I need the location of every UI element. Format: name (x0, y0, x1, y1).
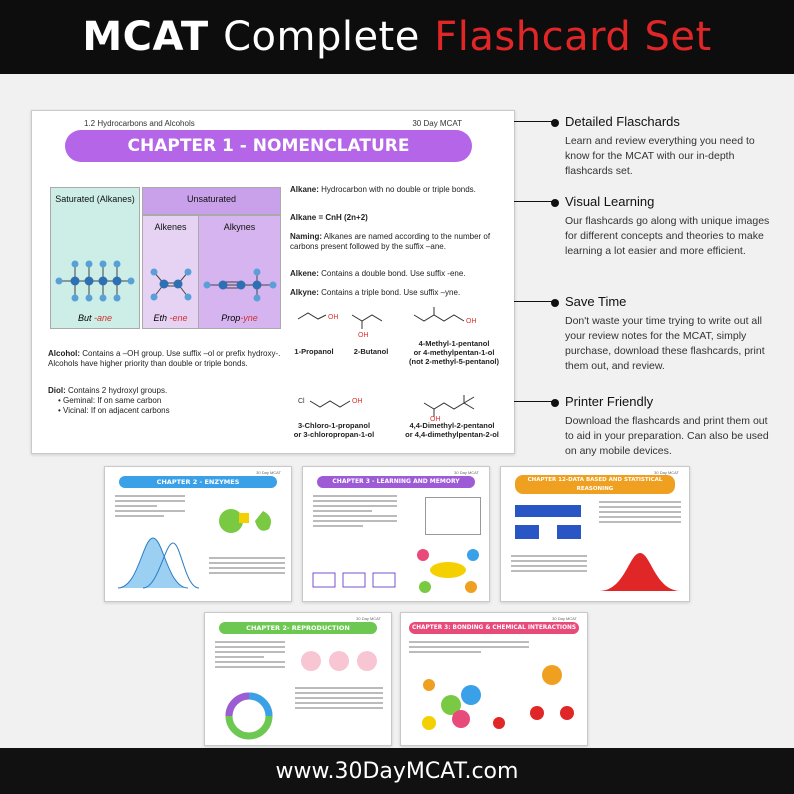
main-flashcard (31, 110, 515, 454)
feature-desc: Don't waste your time trying to write out all your review notes for the MCAT, simply purchase, download these flashcards, print them out, and review. (565, 315, 765, 372)
cell-cycle-icon (219, 691, 279, 741)
enzyme-shape-icon (215, 501, 285, 541)
propyne-molecule-icon (199, 268, 280, 302)
thumb-title: CHAPTER 3 - LEARNING AND MEMORY (317, 476, 475, 488)
propyne-label: Prop-yne (221, 313, 258, 323)
thumb-title: CHAPTER 3: BONDING & CHEMICAL INTERACTIONS (409, 622, 579, 634)
ethene-molecule-icon (143, 264, 198, 304)
thumb-brand: 30 Day MCAT (356, 616, 381, 621)
feature-visual (557, 194, 777, 259)
vicinal-item: • Vicinal: If on adjacent carbons (58, 406, 170, 415)
feature-title: Detailed Flaschards (565, 114, 680, 129)
oh-label-2: OH (358, 332, 369, 339)
bullet-icon (551, 399, 559, 407)
unsaturated-label: Unsaturated (186, 194, 237, 204)
structure-dimethyl-pentanol: 4,4-Dimethyl-2-pentanol or 4,4-dimethylpentan-2-ol (405, 421, 499, 439)
feature-printer (557, 394, 777, 459)
feature-desc: Learn and review everything you need to know for the MCAT with our in-depth flashcards set. (565, 135, 755, 177)
enzyme-curve-icon (113, 533, 201, 593)
bullet-icon (551, 199, 559, 207)
alkene-definition: Alkene: Contains a double bond. Use suffix -ene. (290, 269, 466, 278)
alkyne-definition: Alkyne: Contains a triple bond. Use suffix –yne. (290, 288, 461, 297)
skeletal-structures-bottom (290, 391, 510, 421)
thumb-title: CHAPTER 2- REPRODUCTION (219, 622, 377, 634)
thumb-brand: 30 Day MCAT (552, 616, 577, 621)
butane-label: But -ane (77, 313, 113, 323)
alkynes-column (198, 215, 281, 329)
bell-curve-icon (597, 549, 683, 595)
ion-diagram-icon (523, 657, 581, 737)
chapter-title: CHAPTER 1 - NOMENCLATURE (65, 130, 472, 162)
molecule-lattice-icon (409, 665, 519, 735)
thumb-title: CHAPTER 2 - ENZYMES (119, 476, 277, 488)
feature-title: Visual Learning (565, 194, 655, 209)
footer-bar (0, 748, 794, 794)
feature-save-time (557, 294, 777, 374)
saturated-label: Saturated (Alkanes) (55, 194, 135, 204)
alcohol-definition: Alcohol: Contains a –OH group. Use suffix –ol or prefix hydroxy-. Alcohols have higher priority than double or triple bonds. (48, 349, 281, 368)
alkane-formula: Alkane = CnH (2n+2) (290, 213, 368, 222)
learning-styles-icon (413, 543, 483, 597)
oh-label-3: OH (466, 318, 477, 325)
structure-2-butanol: 2-Butanol (353, 347, 389, 356)
structure-1-propanol: 1-Propanol (294, 347, 334, 356)
geminal-item: • Geminal: If on same carbon (58, 396, 162, 405)
structure-4-methyl-pentanol: 4-Methyl-1-pentanol or 4-methylpentan-1-ol (not 2-methyl-5-pentanol) (409, 339, 499, 366)
oh-label-4: OH (352, 398, 363, 405)
page-title: MCAT Complete Flashcard Set (82, 14, 712, 60)
mitosis-cells-icon (297, 641, 383, 681)
hypothesis-diagram-icon (511, 501, 589, 545)
alkynes-label: Alkynes (223, 222, 256, 232)
feature-desc: Our flashcards go along with unique images for different concepts and theories to make learning a lot easier and more efficient. (565, 215, 770, 257)
thumb-title: CHAPTER 12-DATA BASED AND STATISTICAL REASONING (515, 475, 675, 494)
naming-definition: Naming: Alkanes are named according to the number of carbons present followed by the suffix –ane. (290, 232, 491, 251)
thumb-brand: 30 Day MCAT (256, 470, 281, 475)
memory-grid-icon (425, 497, 481, 535)
thumb-brand: 30 Day MCAT (454, 470, 479, 475)
thumb-learning-memory (302, 466, 490, 602)
thumb-enzymes (104, 466, 292, 602)
oh-label-5: OH (430, 416, 441, 421)
section-label: 1.2 Hydrocarbons and Alcohols (84, 119, 195, 128)
memory-boxes-icon (311, 567, 401, 595)
title-banner (0, 0, 794, 74)
cl-label: Cl (298, 398, 305, 405)
thumb-reproduction (204, 612, 392, 746)
oh-label-1: OH (328, 314, 339, 321)
feature-desc: Download the flashcards and print them out to aid in your preparation. Can also be used on any mobile devices. (565, 415, 769, 457)
unsaturated-header (142, 187, 281, 215)
feature-title: Save Time (565, 294, 627, 309)
structure-3-chloro-propanol: 3-Chloro-1-propanol or 3-chloropropan-1-ol (293, 421, 375, 439)
website-url: www.30DayMCAT.com (275, 758, 519, 784)
thumb-statistics (500, 466, 690, 602)
feature-title: Printer Friendly (565, 394, 654, 409)
bullet-icon (551, 119, 559, 127)
alkenes-column (142, 215, 199, 329)
alkenes-label: Alkenes (154, 222, 187, 232)
diol-definition: Diol: Contains 2 hydroxyl groups. (48, 386, 168, 395)
feature-detailed (557, 114, 777, 179)
ethene-label: Eth -ene (153, 313, 188, 323)
thumb-brand: 30 Day MCAT (654, 470, 679, 475)
saturated-column (50, 187, 140, 329)
brand-label: 30 Day MCAT (412, 119, 462, 128)
bullet-icon (551, 299, 559, 307)
butane-molecule-icon (51, 256, 139, 306)
thumb-bonding (400, 612, 588, 746)
alkane-definition: Alkane: Hydrocarbon with no double or triple bonds. (290, 185, 476, 194)
